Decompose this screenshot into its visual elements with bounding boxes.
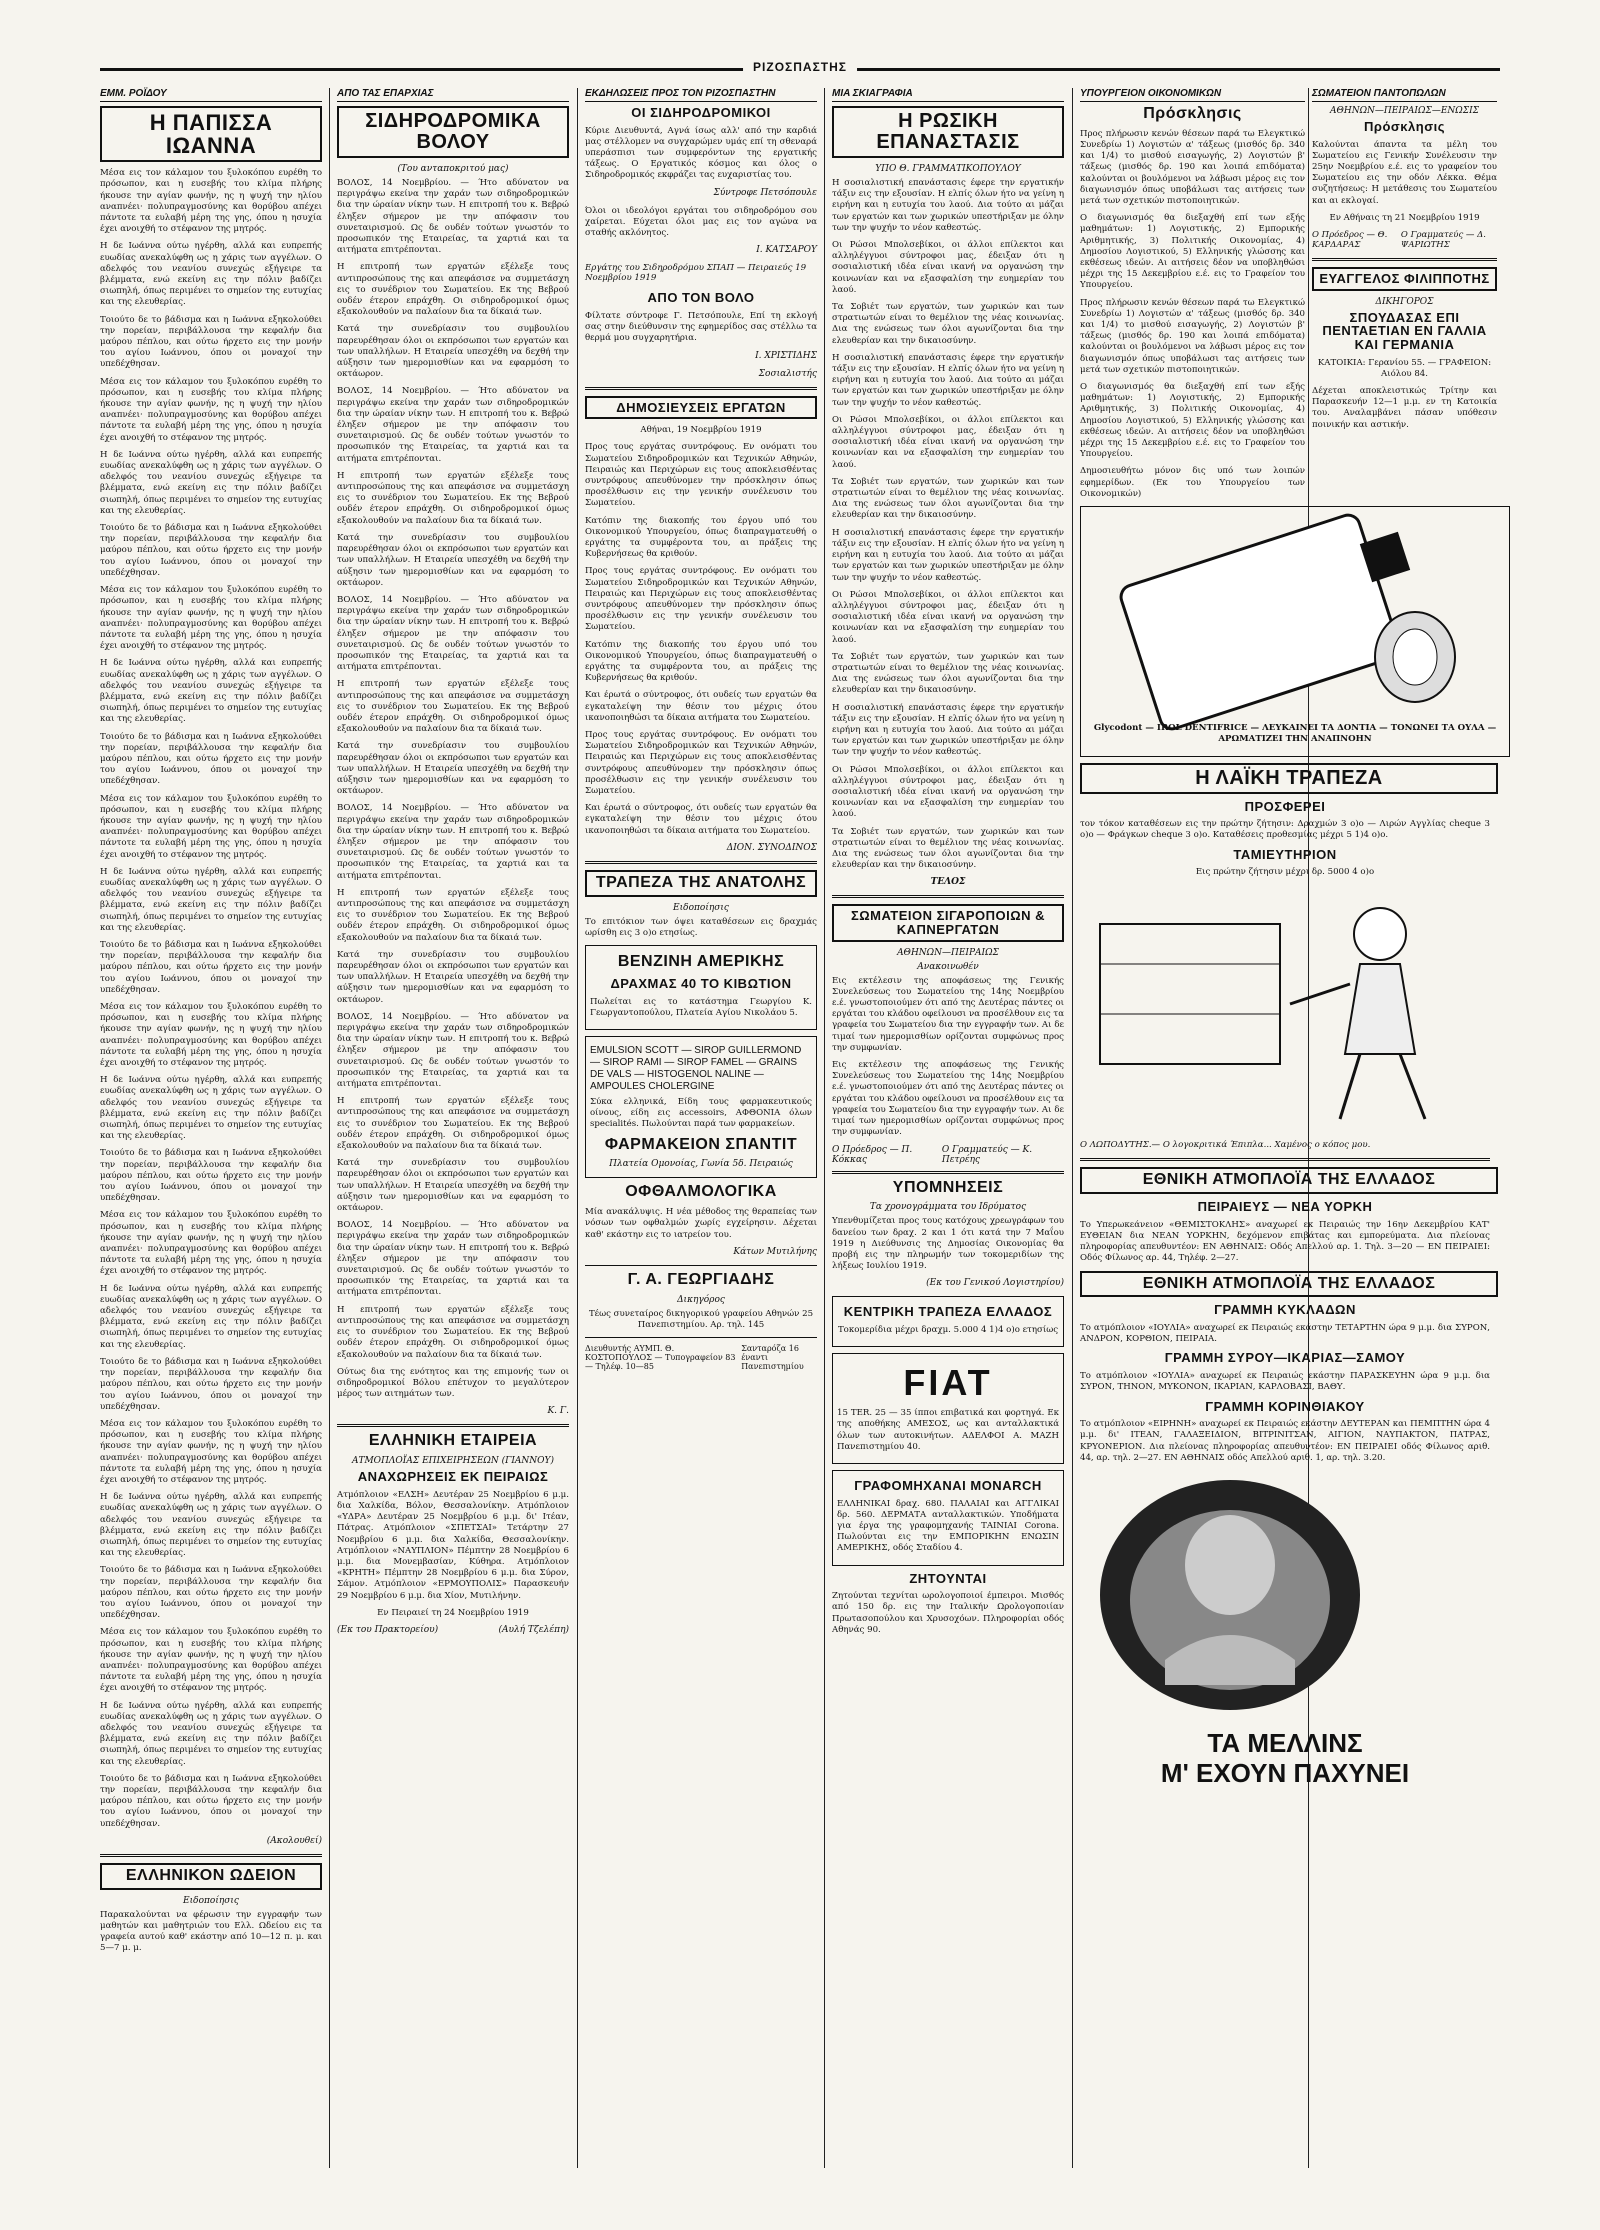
ad-subtitle: Ειδοποίησις <box>183 1895 239 1906</box>
divider <box>585 387 817 390</box>
article-paragraph: Η δε Ιωάννα ούτω ηγέρθη, αλλά και ευπρεπής ευωδίας ανεκαλύφθη ως η χάρις των αγγέλων. Ο αδελφός του νεανίου συνεχώς εξήγειρε τα βλέμματα, ενώ εκείνη εις την πόλιν βαδίζει σιωπηλή, όπως περιμένει το σημείον της ευτυχίας και της ελευθερίας. <box>100 1492 322 1559</box>
ad-text: Ατμόπλοιον «ΕΛΣΗ» Δευτέραν 25 Νοεμβρίου 6 μ.μ. δια Χαλκίδα, Βόλον, Θεσσαλονίκην. Ατμόπλοιον «ΥΔΡΑ» Δευτέραν 25 Νοεμβρίου 6 μ.μ. δι' Ιτέαν, Πάτρας. Ατμόπλοιον «ΣΠΕΤΣΑΙ» Τετάρτην 27 Νοεμβρίου 6 μ.μ. δια Χαλκίδα, Θεσσαλονίκην. Ατμόπλοιον «ΝΑΥΠΛΙΟΝ» Πέμπτην 28 Νοεμβρίου 6 μ.μ. δια Μονεμβασίαν, Κύθηρα. Ατμόπλοιον «ΚΡΗΤΗ» Πέμπτην 28 Νοεμβρίου 6 μ.μ. δια Σύρον, Σάμον. Ατμόπλοιον «ΕΡΜΟΥΠΟΛΙΣ» Παρασκευήν 29 Νοεμβρίου 6 μ.μ. δια Χίον, Μυτιλήνην. <box>337 1489 569 1601</box>
memo-title: ΥΠΟΜΝΗΣΕΙΣ <box>892 1178 1004 1196</box>
notice-paragraph: Προς πλήρωσιν κενών θέσεων παρά τω Ελεγκτικώ Συνεδρίω 1) Λογιστών α' τάξεως (μισθός δρ. 340 και 1/4) το μισθού εισαγωγής, 2) Λογιστών β' τάξεως (μισθός δρ. 190 και λοιπά επιδόματα) καλούνται οι βουλόμενοι να λάβωσι μέρος εις τον διαγωνισμόν όπως υποβάλωσι τας αιτήσεις των μετά των σχετικών πιστοποιητικών. <box>1080 128 1305 207</box>
shipping-route: ΓΡΑΜΜΗ ΚΟΡΙΝΘΙΑΚΟΥ <box>1205 1398 1365 1414</box>
shipping-title: ΕΘΝΙΚΗ ΑΤΜΟΠΛΟΪΑ ΤΗΣ ΕΛΛΑΔΟΣ <box>1080 1167 1498 1194</box>
article-paragraph: Μέσα εις τον κάλαμον του ξυλοκόπου ευρέθη το πρόσωπον, και η ευσεβής του κλίμα πλήρης ήκουσε την αγίαν φωνήν, ης η ψυχή την ηλίου αναπνέει· πολυπραγμοσύνης και θορύβου απέχει πάντοτε τα ευλαβή μέρη της γης, όπου η ησυχία έχει ανοιχθή το στέφανον της μητρός. <box>100 168 322 235</box>
ad-title: ΖΗΤΟΥΝΤΑΙ <box>909 1570 987 1586</box>
letter-paragraph: Φίλτατε σύντροφε Γ. Πετσόπουλε, Επί τη εκλογή σας στην διεύθυνσιν της εφημερίδος σας στέλλω τα θερμά μου συγχαρητήρια. <box>585 310 817 344</box>
bank-text: Το επιτόκιον των όψει καταθέσεων εις δραχμάς ωρίσθη εις 3 ο)ο ετησίως. <box>585 916 817 938</box>
article-paragraph: Οι Ρώσοι Μπολσεβίκοι, οι άλλοι επίλεκτοι και αλληλέγγυοι σύντροφοι μας, έδειξαν ότι η σοσιαλιστική ιδέα είναι ικανή να οργανώση την κοινωνίαν και να εξασφαλίση την ευημερίαν του λαού. <box>832 414 1064 470</box>
article-paragraph: Τοιούτο δε το βάδισμα και η Ιωάννα εξηκολούθει την πορείαν, περιβάλλουσα την κεφαλήν δια μαύρου πέπλου, και ούτω ήρχετο εις την μονήν του αγίου Ιωάννου, όπου οι μοναχοί την υπεδέχθησαν. <box>100 939 322 995</box>
publication-paragraph: Κατόπιν της διακοπής του έργου υπό του Οικονομικού Υπουργείου, όπως διαπραγματευθή ο εργάτης τα συμφέροντα του, αι πράξεις της Κυβερνήσεως θα κριθούν. <box>585 639 817 684</box>
article-subtitle: (Του ανταποκριτού μας) <box>397 164 509 174</box>
ad-title: ΒΕΝΖΙΝΗ ΑΜΕΡΙΚΗΣ <box>617 953 785 971</box>
ad-text: 15 TER. 25 — 35 ίπποι επιβατικά και φορτηγά. Εκ της αποθήκης ΑΜΕΣΟΣ, ως και ανταλλακτικά όλων των αυτοκινήτων. ΑΔΕΛΦΟΙ Α. ΜΑΖΗ Πανεπιστημίου 40. <box>837 1408 1059 1452</box>
divider <box>1312 258 1497 261</box>
divider <box>832 1171 1064 1174</box>
imprint-left: Διευθυντής ΑΥΜΠ. Θ. ΚΟΣΤΟΠΟΥΛΟΣ — Τυπογραφείον 83 — Τηλέφ. 10—85 <box>585 1343 736 1371</box>
ad-subtitle: ΔΡΑΧΜΑΣ 40 ΤΟ ΚΙΒΩΤΙΟΝ <box>610 975 792 991</box>
ad-fiat <box>832 1353 1064 1464</box>
article-paragraph: Κατά την συνεδρίασιν του συμβουλίου παρευρέθησαν όλοι οι εκπρόσωποι των εργατών και των υπαλλήλων. Η Εταιρεία υπεσχέθη να δεχθή την αύξησιν των ημερομισθίων και να εφαρμόση το οκτάωρον. <box>337 1158 569 1214</box>
article-paragraph: Τα Σοβιέτ των εργατών, των χωρικών και των στρατιωτών είναι το θεμέλιον της νέας κοινωνίας. Δια της ενώσεως των όλοι αγωνίζονται δια την ελευθερίαν και την δικαιοσύνην. <box>832 476 1064 521</box>
article-paragraph: ΒΟΛΟΣ, 14 Νοεμβρίου. — Ήτο αδύνατον να περιγράψω εκείνα την χαράν των σιδηροδρομικών δια την ώραίαν νίκην των. Η επιτροπή του κ. Βεβρώ έληξεν σήμερον με την απόφασιν του συνεταιρισμού. Ως δε ουδέν τούτων γνωστόν το προσωπικόν της Εταιρείας, τα χαρτιά και τα αιτήματα επιτρέπονται. <box>337 1011 569 1090</box>
letter-paragraph: Όλοι οι ιδεολόγοι εργάται του σιδηροδρόμου σου χαίρεται. Εύχεται όλοι μας εις τον αγώνα να σταθής ακλόνητος. <box>585 205 817 239</box>
notice-title: Πρόσκλησις <box>1364 119 1445 134</box>
lawyer-address: Τέως συνεταίρος δικηγορικού γραφείου Αθηνών 25 Πανεπιστημίου. Αρ. τηλ. 145 <box>588 1308 814 1330</box>
pharmacy-address: Πλατεία Ομονοίας, Γωνία 5δ. Πειραιώς <box>609 1159 793 1170</box>
divider <box>100 1854 322 1857</box>
article-kicker: ΑΠΟ ΤΑΣ ΕΠΑΡΧΙΑΣ <box>337 88 569 102</box>
publication-paragraph: Προς τους εργάτας συντρόφους. Εν ονόματι του Σωματείου Σιδηροδρομικών και Τεχνικών Αθηνών, Πειραιώς και Περιχώρων εις τους αποκλεισθέντας συντρόφους απευθύνομεν την πρόσκλησιν όπως προσέλθωσιν εις την γενικήν συνέλευσιν του Σωματείου. <box>585 566 817 633</box>
union-subtitle: ΑΘΗΝΩΝ—ΠΕΙΡΑΙΩΣ <box>897 947 999 958</box>
article-paragraph: Μέσα εις τον κάλαμον του ξυλοκόπου ευρέθη το πρόσωπον, και η ευσεβής του κλίμα πλήρης ήκουσε την αγίαν φωνήν, ης η ψυχή την ηλίου αναπνέει· πολυπραγμοσύνης και θορύβου απέχει πάντοτε τα ευλαβή μέρη της γης, όπου η ησυχία έχει ανοιχθή το στέφανον της μητρός. <box>100 793 322 860</box>
lawyer-address: ΚΑΤΟΙΚΙΑ: Γερανίου 55. — ΓΡΑΦΕΙΟΝ: Αιόλου 84. <box>1317 357 1492 379</box>
column-2 <box>337 88 569 2168</box>
article-paragraph: Η επιτροπή των εργατών εξέλεξε τους αντιπροσώπους της και απεφάσισε να συμμετάσχη εις το συνέδριον του Σωματείου. Εκ της Βεβρού ουδέν έτερον επράχθη. Οι σιδηροδρομικοί όμως εξακολουθούν να παλαίουν δια τα δίκαιά των. <box>337 1304 569 1360</box>
article-paragraph: Η επιτροπή των εργατών εξέλεξε τους αντιπροσώπους της και απεφάσισε να συμμετάσχη εις το συνέδριον του Σωματείου. Εκ της Βεβρού ουδέν έτερον επράχθη. Οι σιδηροδρομικοί όμως εξακολουθούν να παλαίουν δια τα δίκαιά των. <box>337 470 569 526</box>
continued-note: (Ακολουθεί) <box>266 1835 322 1846</box>
ad-text: Μία ανακάλυψις. Η νέα μέθοδος της θεραπείας των νόσων των οφθαλμών χωρίς εγχείρησιν. Δέχεται καθ' εκάστην εις το ιατρείον του. <box>585 1207 817 1240</box>
article-paragraph: Η δε Ιωάννα ούτω ηγέρθη, αλλά και ευπρεπής ευωδίας ανεκαλύφθη ως η χάρις των αγγέλων. Ο αδελφός του νεανίου συνεχώς εξήγειρε τα βλέμματα, ενώ εκείνη εις την πόλιν βαδίζει σιωπηλή, όπως περιμένει το σημείον της ευτυχίας και της ελευθερίας. <box>100 1075 322 1142</box>
lawyer-name: Γ. Α. ΓΕΩΡΓΙΑΔΗΣ <box>627 1270 775 1288</box>
article-paragraph: Η δε Ιωάννα ούτω ηγέρθη, αλλά και ευπρεπής ευωδίας ανεκαλύφθη ως η χάρις των αγγέλων. Ο αδελφός του νεανίου συνεχώς εξήγειρε τα βλέμματα, ενώ εκείνη εις την πόλιν βαδίζει σιωπηλή, όπως περιμένει το σημείον της ευτυχίας και της ελευθερίας. <box>100 658 322 725</box>
ad-date: Εν Πειραιεί τη 24 Νοεμβρίου 1919 <box>377 1607 529 1618</box>
ad-pharmacy <box>585 1036 817 1178</box>
union-text: Εις εκτέλεσιν της αποφάσεως της Γενικής Συνελεύσεως του Σωματείου της 14ης Νοεμβρίου ε.έ. γνωστοποιούμεν ότι από της Δευτέρας πάντες οι εργάται του κλάδου οφείλουσι να προσέλθουν εις τα γραφεία του Σωματείου δια την εγγραφήν των. Αι δε τιμαί των ημερομισθίων ορίζονται συμφώνως προς την συμφωνίαν. <box>832 1060 1064 1138</box>
notice-paragraph: Ο διαγωνισμός θα διεξαχθή επί των εξής μαθημάτων: 1) Λογιστικής, 2) Εμπορικής Αριθμητικής, 3) Πολιτικής Οικονομίας, 4) Δημοσίου Λογιστικού, 5) Ελληνικής γλώσσης και εκθέσεως ιδεών. Αι αιτήσεις δέον να υποβληθώσι μέχρι της 15 Δεκεμβρίου ε.έ. εις το Γραφείον του Υπουργείου. <box>1080 213 1305 291</box>
article-paragraph: Κατά την συνεδρίασιν του συμβουλίου παρευρέθησαν όλοι οι εκπρόσωποι των εργατών και των υπαλλήλων. Η Εταιρεία υπεσχέθη να δεχθή την αύξησιν των ημερομισθίων και να εφαρμόση το οκτάωρον. <box>337 324 569 380</box>
article-paragraph: ΒΟΛΟΣ, 14 Νοεμβρίου. — Ήτο αδύνατον να περιγράψω εκείνα την χαράν των σιδηροδρομικών δια την ώραίαν νίκην των. Η επιτροπή του κ. Βεβρώ έληξεν σήμερον με την απόφασιν του συνεταιρισμού. Ως δε ουδέν τούτων γνωστόν το προσωπικόν της Εταιρείας, τα χαρτιά και τα αιτήματα επιτρέπονται. <box>337 594 569 673</box>
section-heading: ΑΠΟ ΤΟΝ ΒΟΛΟ <box>647 290 755 306</box>
article-paragraph: ΒΟΛΟΣ, 14 Νοεμβρίου. — Ήτο αδύνατον να περιγράψω εκείνα την χαράν των σιδηροδρομικών δια την ώραίαν νίκην των. Η επιτροπή του κ. Βεβρώ έληξεν σήμερον με την απόφασιν του συνεταιρισμού. Ως δε ουδέν τούτων γνωστόν το προσωπικόν της Εταιρείας, τα χαρτιά και τα αιτήματα επιτρέπονται. <box>337 1220 569 1298</box>
article-end: ΤΕΛΟΣ <box>930 877 966 888</box>
bank-title: Η ΛΑΪΚΗ ΤΡΑΠΕΖΑ <box>1080 763 1498 794</box>
shipping-route: ΓΡΑΜΜΗ ΣΥΡΟΥ—ΙΚΑΡΙΑΣ—ΣΑΜΟΥ <box>1164 1350 1406 1366</box>
bank-subtitle: ΠΡΟΣΦΕΡΕΙ <box>1244 798 1326 814</box>
article-paragraph: Η επιτροπή των εργατών εξέλεξε τους αντιπροσώπους της και απεφάσισε να συμμετάσχη εις το συνέδριον του Σωματείου. Εκ της Βεβρού ουδέν έτερον επράχθη. Οι σιδηροδρομικοί όμως εξακολουθούν να παλαίουν δια τα δίκαιά των. <box>337 679 569 735</box>
article-paragraph: Η δε Ιωάννα ούτω ηγέρθη, αλλά και ευπρεπής ευωδίας ανεκαλύφθη ως η χάρις των αγγέλων. Ο αδελφός του νεανίου συνεχώς εξήγειρε τα βλέμματα, ενώ εκείνη εις την πόλιν βαδίζει σιωπηλή, όπως περιμένει το σημείον της ευτυχίας και της ελευθερίας. <box>100 241 322 308</box>
notice-signature: Ο Πρόεδρος — Θ. ΚΑΡΔΑΡΑΣ <box>1312 230 1388 251</box>
article-paragraph: Η επιτροπή των εργατών εξέλεξε τους αντιπροσώπους της και απεφάσισε να συμμετάσχη εις το συνέδριον του Σωματείου. Εκ της Βεβρού ουδέν έτερον επράχθη. Οι σιδηροδρομικοί όμως εξακολουθούν να παλαίουν δια τα δίκαιά των. <box>337 887 569 943</box>
ad-benzine <box>585 945 817 1030</box>
article-paragraph: Η σοσιαλιστική επανάστασις έφερε την εργατικήν τάξιν εις την εξουσίαν. Η ελπίς όλων ήτο να γείνη η ειρήνη και η ευτυχία του λαού. Δια τούτο αι μάζαι των εργατών και των χωρικών υπεστήριξαν με όλην των την ψυχήν το νέον καθεστώς. <box>832 527 1064 583</box>
article-paragraph: ΒΟΛΟΣ, 14 Νοεμβρίου. — Ήτο αδύνατον να περιγράψω εκείνα την χαράν των σιδηροδρομικών δια την ώραίαν νίκην των. Η επιτροπή του κ. Βεβρώ έληξεν σήμερον με την απόφασιν του συνεταιρισμού. Ως δε ουδέν τούτων γνωστόν το προσωπικόν της Εταιρείας, τα χαρτιά και τα αιτήματα επιτρέπονται. <box>337 178 569 256</box>
imprint-right: Σανταρόζα 16 έναντι Πανεπιστημίου <box>741 1343 804 1371</box>
lawyer-heading: ΣΠΟΥΔΑΣΑΣ ΕΠΙ ΠΕΝΤΑΕΤΙΑΝ ΕΝ ΓΑΛΛΙΑ ΚΑΙ ΓΕΡΜΑΝΙΑ <box>1322 309 1487 352</box>
article-paragraph: Η σοσιαλιστική επανάστασις έφερε την εργατικήν τάξιν εις την εξουσίαν. Η ελπίς όλων ήτο να γείνη η ειρήνη και η ευτυχία του λαού. Δια τούτο αι μάζαι των εργατών και των χωρικών υπεστήριξαν με όλην των την ψυχήν το νέον καθεστώς. <box>832 352 1064 408</box>
publication-paragraph: Προς τους εργάτας συντρόφους. Εν ονόματι του Σωματείου Σιδηροδρομικών και Τεχνικών Αθηνών, Πειραιώς και Περιχώρων εις τους αποκλεισθέντας συντρόφους απευθύνομεν την πρόσκλησιν όπως προσέλθωσιν εις την γενικήν συνέλευσιν του Σωματείου. <box>585 442 817 509</box>
article-paragraph: Μέσα εις τον κάλαμον του ξυλοκόπου ευρέθη το πρόσωπον, και η ευσεβής του κλίμα πλήρης ήκουσε την αγίαν φωνήν, ης η ψυχή την ηλίου αναπνέει· πολυπραγμοσύνης και θορύβου απέχει πάντοτε τα ευλαβή μέρη της γης, όπου η ησυχία έχει ανοιχθή το στέφανον της μητρός. <box>100 1002 322 1069</box>
article-paragraph: ΒΟΛΟΣ, 14 Νοεμβρίου. — Ήτο αδύνατον να περιγράψω εκείνα την χαράν των σιδηροδρομικών δια την ώραίαν νίκην των. Η επιτροπή του κ. Βεβρώ έληξεν σήμερον με την απόφασιν του συνεταιρισμού. Ως δε ουδέν τούτων γνωστόν το προσωπικόν της Εταιρείας, τα χαρτιά και τα αιτήματα επιτρέπονται. <box>337 803 569 881</box>
column-rule <box>1072 88 1073 2168</box>
section-heading: ΔΗΜΟΣΙΕΥΣΕΙΣ ΕΡΓΑΤΩΝ <box>585 396 817 420</box>
ad-slogan-line: Μ' ΕΧΟΥΝ ΠΑΧΥΝΕΙ <box>1160 1757 1410 1788</box>
article-paragraph: Η δε Ιωάννα ούτω ηγέρθη, αλλά και ευπρεπής ευωδίας ανεκαλύφθη ως η χάρις των αγγέλων. Ο αδελφός του νεανίου συνεχώς εξήγειρε τα βλέμματα, ενώ εκείνη εις την πόλιν βαδίζει σιωπηλή, όπως περιμένει το σημείον της ευτυχίας και της ελευθερίας. <box>100 1700 322 1767</box>
divider <box>585 1265 817 1266</box>
lawyer-name: ΕΥΑΓΓΕΛΟΣ ΦΙΛΙΠΠΟΤΗΣ <box>1312 267 1497 291</box>
article-paragraph: Κατά την συνεδρίασιν του συμβουλίου παρευρέθησαν όλοι οι εκπρόσωποι των εργατών και των υπαλλήλων. Η Εταιρεία υπεσχέθη να δεχθή την αύξησιν των ημερομισθίων και να εφαρμόση το οκτάωρον. <box>337 741 569 797</box>
article-paragraph: Η δε Ιωάννα ούτω ηγέρθη, αλλά και ευπρεπής ευωδίας ανεκαλύφθη ως η χάρις των αγγέλων. Ο αδελφός του νεανίου συνεχώς εξήγειρε τα βλέμματα, ενώ εκείνη εις την πόλιν βαδίζει σιωπηλή, όπως περιμένει το σημείον της ευτυχίας και της ελευθερίας. <box>100 866 322 933</box>
article-paragraph: Μέσα εις τον κάλαμον του ξυλοκόπου ευρέθη το πρόσωπον, και η ευσεβής του κλίμα πλήρης ήκουσε την αγίαν φωνήν, ης η ψυχή την ηλίου αναπνέει· πολυπραγμοσύνης και θορύβου απέχει πάντοτε τα ευλαβή μέρη της γης, όπου η ησυχία έχει ανοιχθή το στέφανον της μητρός. <box>100 1627 322 1694</box>
divider <box>832 895 1064 898</box>
notice-subtitle: ΑΘΗΝΩΝ—ΠΕΙΡΑΙΩΣ—ΕΝΩΣΙΣ <box>1329 106 1480 116</box>
article-paragraph: Η επιτροπή των εργατών εξέλεξε τους αντιπροσώπους της και απεφάσισε να συμμετάσχη εις το συνέδριον του Σωματείου. Εκ της Βεβρού ουδέν έτερον επράχθη. Οι σιδηροδρομικοί όμως εξακολουθούν να παλαίουν δια τα δίκαιά των. <box>337 1096 569 1152</box>
article-paragraph: Η δε Ιωάννα ούτω ηγέρθη, αλλά και ευπρεπής ευωδίας ανεκαλύφθη ως η χάρις των αγγέλων. Ο αδελφός του νεανίου συνεχώς εξήγειρε τα βλέμματα, ενώ εκείνη εις την πόλιν βαδίζει σιωπηλή, όπως περιμένει το σημείον της ευτυχίας και της ελευθερίας. <box>100 1283 322 1350</box>
column-3 <box>585 88 817 2168</box>
letter-paragraph: Κύριε Διευθυντά, Αγνά ίσως αλλ' από την καρδιά μας στέλλομεν να συγχαρώμεν υμάς επί τη σθεναρά υπεράσπισι των συμφερόντων της εργατικής τάξεως. Ο Εργατικός κόσμος και όλος ο Σιδηροδρομικός εκφράζει τας ευχαριστίας του. <box>585 125 817 181</box>
ad-title: ΚΕΝΤΡΙΚΗ ΤΡΑΠΕΖΑ ΕΛΛΑΔΟΣ <box>843 1304 1053 1320</box>
notice-paragraph: Ο διαγωνισμός θα διεξαχθή επί των εξής μαθημάτων: 1) Λογιστικής, 2) Εμπορικής Αριθμητικής, 3) Πολιτικής Οικονομίας, 4) Δημοσίου Λογιστικού, 5) Ελληνικής γλώσσης και εκθέσεως ιδεών. Αι αιτήσεις δέον να υποβληθώσι μέχρι της 15 Δεκεμβρίου ε.έ. εις το Γραφείον του Υπουργείου. <box>1080 382 1305 460</box>
article-paragraph: Μέσα εις τον κάλαμον του ξυλοκόπου ευρέθη το πρόσωπον, και η ευσεβής του κλίμα πλήρης ήκουσε την αγίαν φωνήν, ης η ψυχή την ηλίου αναπνέει· πολυπραγμοσύνης και θορύβου απέχει πάντοτε τα ευλαβή μέρη της γης, όπου η ησυχία έχει ανοιχθή το στέφανον της μητρός. <box>100 376 322 443</box>
article-byline: ΥΠΟ Θ. ΓΡΑΜΜΑΤΙΚΟΠΟΥΛΟΥ <box>875 164 1021 174</box>
article-paragraph: Οι Ρώσοι Μπολσεβίκοι, οι άλλοι επίλεκτοι και αλληλέγγυοι σύντροφοι μας, έδειξαν ότι η σοσιαλιστική ιδέα είναι ικανή να οργανώση την κοινωνίαν και να εξασφαλίση την ευημερίαν του λαού. <box>832 589 1064 645</box>
article-paragraph: Η σοσιαλιστική επανάστασις έφερε την εργατικήν τάξιν εις την εξουσίαν. Η ελπίς όλων ήτο να γείνη η ειρήνη και η ευτυχία του λαού. Δια τούτο αι μάζαι των εργατών και των χωρικών υπεστήριξαν με όλην των την ψυχήν το νέον καθεστώς. <box>832 702 1064 758</box>
divider <box>337 1424 569 1427</box>
shipping-text: Το ατμόπλοιον «ΙΟΥΛΙΑ» αναχωρεί εκ Πειραιώς εκάστην ΤΕΤΑΡΤΗΝ ώρα 9 μ.μ. δια ΣΥΡΟΝ, ΑΝΔΡΟΝ, ΚΟΡΘΙΟΝ, ΠΕΙΡΑΙΑ. <box>1080 1323 1490 1345</box>
bank-subtitle: Ειδοποίησις <box>673 902 729 913</box>
letter-signature-note: Εργάτης του Σιδηροδρόμου ΣΠΑΠ — Πειραιεύς 19 Νοεμβρίου 1919 <box>585 263 807 284</box>
notice-kicker: ΣΩΜΑΤΕΙΟΝ ΠΑΝΤΟΠΩΛΩΝ <box>1312 88 1497 102</box>
article-paragraph: Η σοσιαλιστική επανάστασις έφερε την εργατικήν τάξιν εις την εξουσίαν. Η ελπίς όλων ήτο να γείνη η ειρήνη και η ευτυχία του λαού. Δια τούτο αι μάζαι των εργατών και των χωρικών υπεστήριξαν με όλην των την ψυχήν το νέον καθεστώς. <box>832 178 1064 233</box>
article-paragraph: Τα Σοβιέτ των εργατών, των χωρικών και των στρατιωτών είναι το θεμέλιον της νέας κοινωνίας. Δια της ενώσεως των όλοι αγωνίζονται δια την ελευθερίαν και την δικαιοσύνην. <box>832 826 1064 871</box>
ad-signature: Κάτων Μυτιλήνης <box>733 1246 817 1257</box>
lawyer-text: Δέχεται αποκλειστικώς Τρίτην και Παρασκευήν 12—1 μ.μ. εν τη Κατοικία του. Αναλαμβάνει πάσαν υπόθεσιν ποινικήν και αστικήν. <box>1312 386 1497 430</box>
ad-title: ΟΦΘΑΛΜΟΛΟΓΙΚΑ <box>625 1183 777 1201</box>
ad-signatures <box>337 1625 569 1635</box>
ad-title: ΓΡΑΦΟΜΗΧΑΝΑΙ MONARCH <box>854 1477 1042 1493</box>
publication-paragraph: Προς τους εργάτας συντρόφους. Εν ονόματι του Σωματείου Σιδηροδρομικών και Τεχνικών Αθηνών, Πειραιώς και Περιχώρων εις τους αποκλεισθέντας συντρόφους απευθύνομεν την πρόσκλησιν όπως προσέλθωσιν εις την γενικήν συνέλευσιν του Σωματείου. <box>585 730 817 797</box>
column-6 <box>1312 88 1497 2168</box>
column-1 <box>100 88 322 2168</box>
ad-title: ΕΛΛΗΝΙΚΗ ΕΤΑΙΡΕΙΑ <box>368 1432 538 1450</box>
product-list: EMULSION SCOTT — SIROP GUILLERMOND — SIROP RAMI — SIROP FAMEL — GRAINS DE VALS — HISTOGENOL NALINE — AMPOULES CHOLERGINE <box>590 1044 802 1092</box>
publication-paragraph: Και έρωτά ο σύντροφος, ότι ουδείς των εργατών θα εγκαταλείψη την θέσιν του μέχρις ότου ικανοποιηθώσι τα δίκαια αιτήματα του Σωματείου. <box>585 690 817 723</box>
letter-signature-note: Σοσιαλιστής <box>758 368 817 379</box>
ad-title: ΕΛΛΗΝΙΚΟΝ ΩΔΕΙΟΝ <box>100 1863 322 1890</box>
article-paragraph: Τοιούτο δε το βάδισμα και η Ιωάννα εξηκολούθει την πορείαν, περιβάλλουσα την κεφαλήν δια μαύρου πέπλου, και ούτω ήρχετο εις την μονήν του αγίου Ιωάννου, όπου οι μοναχοί την υπεδέχθησαν. <box>100 1356 322 1412</box>
ad-text: ΕΛΛΗΝΙΚΑΙ δραχ. 680. ΠΑΛΑΙΑΙ και ΑΓΓΛΙΚΑΙ δρ. 560. ΔΕΡΜΑΤΑ ανταλλακτικών. Υποδήματα για έργα της γραφομηχανής ΤΑΙΝΙΑΙ Corona. Πωλούνται εις την ΕΜΠΟΡΙΚΗΝ ΕΝΩΣΙΝ ΑΜΕΡΙΚΗΣ, οδός Σταδίου 4. <box>837 1498 1059 1554</box>
lawyer-title: ΔΙΚΗΓΟΡΟΣ <box>1375 296 1434 307</box>
ad-text: Πωλείται εις το κατάστημα Γεωργίου Κ. Γεωργαντοπούλου, Πλατεία Αγίου Νικολάου 5. <box>590 996 812 1018</box>
fiat-logo: FIAT <box>903 1362 993 1404</box>
ad-typewriters <box>832 1470 1064 1566</box>
article-title: Η ΠΑΠΙΣΣΑ ΙΩΑΝΝΑ <box>100 106 322 162</box>
publication-paragraph: Κατόπιν της διακοπής του έργου υπό του Οικονομικού Υπουργείου, όπως διαπραγματευθή ο εργάτης τα συμφέροντα του, αι πράξεις της Κυβερνήσεως θα κριθούν. <box>585 515 817 560</box>
masthead <box>100 60 1500 78</box>
ad-slogan-line: ΤΑ ΜΕΛΛΙΝΣ <box>1207 1727 1363 1758</box>
article-paragraph: Τα Σοβιέτ των εργατών, των χωρικών και των στρατιωτών είναι το θεμέλιον της νέας κοινωνίας. Δια της ενώσεως των όλοι αγωνίζονται δια την ελευθερίαν και την δικαιοσύνην. <box>832 302 1064 346</box>
article-paragraph: Οι Ρώσοι Μπολσεβίκοι, οι άλλοι επίλεκτοι και αλληλέγγυοι σύντροφοι μας, έδειξαν ότι η σοσιαλιστική ιδέα είναι ικανή να οργανώση την κοινωνίαν και να εξασφαλίση την ευημερίαν του λαού. <box>832 764 1064 820</box>
notice-paragraph: Δημοσιευθήτω μόνον δις υπό των λοιπών εφημερίδων. (Εκ του Υπουργείου των Οικονομικών) <box>1080 466 1305 499</box>
section-subtitle: ΟΙ ΣΙΔΗΡΟΔΡΟΜΙΚΟΙ <box>631 105 771 120</box>
article-paragraph: Μέσα εις τον κάλαμον του ξυλοκόπου ευρέθη το πρόσωπον, και η ευσεβής του κλίμα πλήρης ήκουσε την αγίαν φωνήν, ης η ψυχή την ηλίου αναπνέει· πολυπραγμοσύνης και θορύβου απέχει πάντοτε τα ευλαβή μέρη της γης, όπου η ησυχία έχει ανοιχθή το στέφανον της μητρός. <box>100 1210 322 1277</box>
ad-text: Τοκομερίδια μέχρι δραχμ. 5.000 4 1)4 ο)ο ετησίως <box>837 1324 1059 1335</box>
union-title: ΣΩΜΑΤΕΙΟΝ ΣΙΓΑΡΟΠΟΙΩΝ & ΚΑΠΝΕΡΓΑΤΩΝ <box>832 904 1064 941</box>
bank-text: τον τόκον καταθέσεων εις την πρώτην ζήτησιν: Δραχμών 3 ο)ο — Λιρών Αγγλίας cheque 3 ο)ο — Φράγκων cheque 3 ο)ο. Καταθέσεις προθεσμίας μέχρι 5 1)4 ο)ο. <box>1080 819 1490 841</box>
article-paragraph: ΒΟΛΟΣ, 14 Νοεμβρίου. — Ήτο αδύνατον να περιγράψω εκείνα την χαράν των σιδηροδρομικών δια την ώραίαν νίκην των. Η επιτροπή του κ. Βεβρώ έληξεν σήμερον με την απόφασιν του συνεταιρισμού. Ως δε ουδέν τούτων γνωστόν το προσωπικόν της Εταιρείας, τα χαρτιά και τα αιτήματα επιτρέπονται. <box>337 386 569 464</box>
article-paragraph: Τοιούτο δε το βάδισμα και η Ιωάννα εξηκολούθει την πορείαν, περιβάλλουσα την κεφαλήν δια μαύρου πέπλου, και ούτω ήρχετο εις την μονήν του αγίου Ιωάννου, όπου οι μοναχοί την υπεδέχθησαν. <box>100 1148 322 1204</box>
article-paragraph: Μέσα εις τον κάλαμον του ξυλοκόπου ευρέθη το πρόσωπον, και η ευσεβής του κλίμα πλήρης ήκουσε την αγίαν φωνήν, ης η ψυχή την ηλίου αναπνέει· πολυπραγμοσύνης και θορύβου απέχει πάντοτε τα ευλαβή μέρη της γης, όπου η ησυχία έχει ανοιχθή το στέφανον της μητρός. <box>100 585 322 652</box>
article-signature: Κ. Γ. <box>547 1406 569 1417</box>
memo-signature: (Εκ του Γενικού Λογιστηρίου) <box>926 1278 1064 1289</box>
publication-date: Αθήναι, 19 Νοεμβρίου 1919 <box>640 425 762 436</box>
imprint <box>585 1344 817 1371</box>
bank-title: ΤΡΑΠΕΖΑ ΤΗΣ ΑΝΑΤΟΛΗΣ <box>585 870 817 897</box>
article-title: Η ΡΩΣΙΚΗ ΕΠΑΝΑΣΤΑΣΙΣ <box>832 106 1064 158</box>
notice-signature: Ο Γραμματεύς — Δ. ΨΑΡΙΩΤΗΣ <box>1400 230 1486 251</box>
masthead-name: ΡΙΖΟΣΠΑΣΤΗΣ <box>743 60 857 74</box>
ad-signature: (Εκ του Πρακτορείου) <box>337 1624 439 1635</box>
publication-paragraph: Και έρωτά ο σύντροφος, ότι ουδείς των εργατών θα εγκαταλείψη την θέσιν του μέχρις ότου ικανοποιηθώσι τα δίκαια αιτήματα του Σωματείου. <box>585 803 817 836</box>
publication-signature: ΔΙΟΝ. ΣΥΝΟΔΙΝΟΣ <box>726 842 817 853</box>
article-kicker: ΜΙΑ ΣΚΙΑΓΡΑΦΙΑ <box>832 88 1064 102</box>
article-kicker: ΕΜΜ. ΡΟΪΔΟΥ <box>100 88 322 102</box>
shipping-route: ΠΕΙΡΑΙΕΥΣ — ΝΕΑ ΥΟΡΚΗ <box>1197 1199 1373 1215</box>
article-paragraph: Τοιούτο δε το βάδισμα και η Ιωάννα εξηκολούθει την πορείαν, περιβάλλουσα την κεφαλήν δια μαύρου πέπλου, και ούτω ήρχετο εις την μονήν του αγίου Ιωάννου, όπου οι μοναχοί την υπεδέχθησαν. <box>100 523 322 578</box>
savings-text: Εις πρώτην ζήτησιν μέχρι δρ. 5000 4 ο)ο <box>1195 867 1375 878</box>
union-signature: Ο Πρόεδρος — Π. Κόκκας <box>832 1144 913 1165</box>
article-paragraph: Κατά την συνεδρίασιν του συμβουλίου παρευρέθησαν όλοι οι εκπρόσωποι των εργατών και των υπαλλήλων. Η Εταιρεία υπεσχέθη να δεχθή την αύξησιν των ημερομισθίων και να εφαρμόση το οκτάωρον. <box>337 949 569 1005</box>
article-paragraph: Ούτως δια της ενότητος και της επιμονής των οι σιδηροδρομικοί Βόλου επέτυχον το μεγαλύτερον μέρος των αιτημάτων των. <box>337 1366 569 1400</box>
article-paragraph: Τα Σοβιέτ των εργατών, των χωρικών και των στρατιωτών είναι το θεμέλιον της νέας κοινωνίας. Δια της ενώσεως των όλοι αγωνίζονται δια την ελευθερίαν και την δικαιοσύνην. <box>832 651 1064 696</box>
ad-subtitle: ΑΤΜΟΠΛΟΪΑΣ ΕΠΙΧΕΙΡΗΣΕΩΝ (ΓΙΑΝΝΟΥ) <box>351 1456 555 1467</box>
article-paragraph: Τοιούτο δε το βάδισμα και η Ιωάννα εξηκολούθει την πορείαν, περιβάλλουσα την κεφαλήν δια μαύρου πέπλου, και ούτω ήρχετο εις την μονήν του αγίου Ιωάννου, όπου οι μοναχοί την υπεδέχθησαν. <box>100 1773 322 1829</box>
article-paragraph: Μέσα εις τον κάλαμον του ξυλοκόπου ευρέθη το πρόσωπον, και η ευσεβής του κλίμα πλήρης ήκουσε την αγίαν φωνήν, ης η ψυχή την ηλίου αναπνέει· πολυπραγμοσύνης και θορύβου απέχει πάντοτε τα ευλαβή μέρη της γης, όπου η ησυχία έχει ανοιχθή το στέφανον της μητρός. <box>100 1418 322 1485</box>
divider <box>585 1337 817 1338</box>
section-kicker: ΕΚΔΗΛΩΣΕΙΣ ΠΡΟΣ ΤΟΝ ΡΙΖΟΣΠΑΣΤΗΝ <box>585 88 817 102</box>
article-paragraph: Η δε Ιωάννα ούτω ηγέρθη, αλλά και ευπρεπής ευωδίας ανεκαλύφθη ως η χάρις των αγγέλων. Ο αδελφός του νεανίου συνεχώς εξήγειρε τα βλέμματα, ενώ εκείνη εις την πόλιν βαδίζει σιωπηλή, όπως περιμένει το σημείον της ευτυχίας και της ελευθερίας. <box>100 449 322 516</box>
shipping-title: ΕΘΝΙΚΗ ΑΤΜΟΠΛΟΪΑ ΤΗΣ ΕΛΛΑΔΟΣ <box>1080 1271 1498 1298</box>
union-heading: Ανακοινωθέν <box>917 961 979 972</box>
article-paragraph: Τοιούτο δε το βάδισμα και η Ιωάννα εξηκολούθει την πορείαν, περιβάλλουσα την κεφαλήν δια μαύρου πέπλου, και ούτω ήρχετο εις την μονήν του αγίου Ιωάννου, όπου οι μοναχοί την υπεδέχθησαν. <box>100 1565 322 1621</box>
ad-signature: (Αυλή Τζελέπη) <box>498 1624 569 1635</box>
ad-text: Ζητούνται τεχνίται ωρολογοποιοί έμπειροι. Μισθός από 150 δρ. εις την Ιταλικήν Ωρολογοποιίαν Πρωτασοπούλου και Χρυσοχόων. Πληροφορίαι οδός Αθηνάς 90. <box>832 1591 1064 1635</box>
ad-central-bank <box>832 1296 1064 1347</box>
column-rule <box>824 88 825 2168</box>
ad-text: Glycodont — IROL DENTIFRICE — ΛΕΥΚΑΙΝΕΙ ΤΑ ΔΟΝΤΙΑ — ΤΟΝΩΝΕΙ ΤΑ ΟΥΛΑ — ΑΡΩΜΑΤΙΖΕΙ ΤΗΝ ΑΝΑΠΝΟΗΝ <box>1093 723 1497 745</box>
article-paragraph: Η επιτροπή των εργατών εξέλεξε τους αντιπροσώπους της και απεφάσισε να συμμετάσχη εις το συνέδριον του Σωματείου. Εκ της Βεβρού ουδέν έτερον επράχθη. Οι σιδηροδρομικοί όμως εξακολουθούν να παλαίουν δια τα δίκαιά των. <box>337 262 569 318</box>
column-rule <box>329 88 330 2168</box>
article-paragraph: Τοιούτο δε το βάδισμα και η Ιωάννα εξηκολούθει την πορείαν, περιβάλλουσα την κεφαλήν δια μαύρου πέπλου, και ούτω ήρχετο εις την μονήν του αγίου Ιωάννου, όπου οι μοναχοί την υπεδέχθησαν. <box>100 314 322 370</box>
ad-text: Παρακαλούνται να φέρωσιν την εγγραφήν των μαθητών και μαθητριών του Ελλ. Ωδείου εις τα γραφεία αυτού καθ' εκάστην από 10—12 π. μ. και 5—7 μ. μ. <box>100 1909 322 1954</box>
article-paragraph: Οι Ρώσοι Μπολσεβίκοι, οι άλλοι επίλεκτοι και αλληλέγγυοι σύντροφοι μας, έδειξαν ότι η σοσιαλιστική ιδέα είναι ικανή να οργανώση την κοινωνίαν και να εξασφαλίση την ευημερίαν του λαού. <box>832 240 1064 295</box>
memo-text: Υπενθυμίζεται προς τους κατόχους χρεωγράφων του δανείου των δραχ. 2 και 1 ότι κατά την 7 Μαΐου 1919 η Διεύθυνσις της Δημοσίας Οικονομίας θα προβή εις την πληρωμήν των τοκομεριδίων της λήξεως Ιουλίου 1919. <box>832 1216 1064 1272</box>
union-signatures <box>832 1145 1064 1165</box>
shipping-text: Το Υπερωκεάνειον «ΘΕΜΙΣΤΟΚΛΗΣ» αναχωρεί εκ Πειραιώς την 16ην Δεκεμβρίου ΚΑΤ' ΕΥΘΕΙΑΝ δια ΝΕΑΝ ΥΟΡΚΗΝ, δεχόμενον επιβάτας και εμπορεύματα. Δια πλείονας πληροφορίας απευθυντέον: ΕΝ ΑΘΗΝΑΙΣ: Οδός Απελλού αρ. 1. Τηλ. 3—20 — ΕΝ ΠΕΙΡΑΙΕΙ: Οδός Φίλωνος αρ. 44, Τηλέφ. 2—27. <box>1080 1219 1490 1264</box>
cartoon-caption: Ο ΛΩΠΟΔΥΤΗΣ.— Ο λογοκριτικά Έπιπλα... Χαμένος ο κόπος μου. <box>1080 1140 1371 1151</box>
shipping-text: Το ατμόπλοιον «ΙΟΥΛΙΑ» αναχωρεί εκ Πειραιώς εκάστην ΠΑΡΑΣΚΕΥΗΝ ώρα 9 μ.μ. δια ΣΥΡΟΝ, ΤΗΝΟΝ, ΜΥΚΟΝΟΝ, ΙΚΑΡΙΑΝ, ΚΑΡΛΟΒΑΣΙ, ΒΑΘΥ. <box>1080 1371 1490 1393</box>
shipping-text: Το ατμόπλοιον «ΕΙΡΗΝΗ» αναχωρεί εκ Πειραιώς εκάστην ΔΕΥΤΕΡΑΝ και ΠΕΜΠΤΗΝ ώρα 4 μ.μ. δι' ΙΤΕΑΝ, ΓΑΛΑΞΕΙΔΙΟΝ, ΒΙΤΡΙΝΙΤΣΑΝ, ΑΙΓΙΟΝ, ΝΑΥΠΑΚΤΟΝ, ΠΑΤΡΑΣ, ΚΡΥΟΝΕΡΙΟΝ. Δια πλείονας πληροφορίας απευθυντέον: ΕΝ ΠΕΙΡΑΙΕΙ οδός Φίλωνος αριθ. 44, αρ. τηλ. 2—27. ΕΝ ΑΘΗΝΑΙΣ οδός Απελλού αριθ. 1, αρ. τηλ. 3.20. <box>1080 1419 1490 1463</box>
letter-signature: Ι. ΧΡΙΣΤΙΔΗΣ <box>755 350 817 361</box>
ad-heading: ΑΝΑΧΩΡΗΣΕΙΣ ΕΚ ΠΕΙΡΑΙΩΣ <box>357 1469 549 1485</box>
union-text: Εις εκτέλεσιν της αποφάσεως της Γενικής Συνελεύσεως του Σωματείου της 14ης Νοεμβρίου ε.έ. γνωστοποιούμεν ότι από της Δευτέρας πάντες οι εργάται του κλάδου οφείλουσι να προσέλθουν εις τα γραφεία του Σωματείου δια την εγγραφήν των. Αι δε τιμαί των ημερομισθίων ορίζονται συμφώνως προς την συμφωνίαν. <box>832 975 1064 1053</box>
savings-title: ΤΑΜΙΕΥΤΗΡΙΟΝ <box>1233 846 1337 862</box>
column-4 <box>832 88 1064 2168</box>
letter-signature: Ι. ΚΑΤΣΑΡΟΥ <box>756 245 817 256</box>
shipping-route: ΓΡΑΜΜΗ ΚΥΚΛΑΔΩΝ <box>1214 1302 1356 1318</box>
notice-date: Εν Αθήναις τη 21 Νοεμβρίου 1919 <box>1329 212 1480 223</box>
letter-signature: Σύντροφε Πετσόπουλε <box>713 187 817 198</box>
notice-paragraph: Καλούνται άπαντα τα μέλη του Σωματείου εις Γενικήν Συνέλευσιν την 25ην Νοεμβρίου ε.έ. εις το γραφείον του Σωματείου εις την οδόν Λέκκα. Θέμα συζητήσεως: Η μετάθεσις του Σωματείου και αι εκλογαί. <box>1312 139 1497 206</box>
divider <box>585 861 817 864</box>
pharmacy-name: ΦΑΡΜΑΚΕΙΟΝ ΣΠΑΝΤΙΤ <box>604 1135 798 1153</box>
notice-kicker: ΥΠΟΥΡΓΕΙΟΝ ΟΙΚΟΝΟΜΙΚΩΝ <box>1080 88 1305 102</box>
notice-paragraph: Προς πλήρωσιν κενών θέσεων παρά τω Ελεγκτικώ Συνεδρίω 1) Λογιστών α' τάξεως (μισθός δρ. 340 και 1/4) το μισθού εισαγωγής, 2) Λογιστών β' τάξεως (μισθός δρ. 190 και λοιπά επιδόματα) καλούνται οι βουλόμενοι να λάβωσι μέρος εις τον διαγωνισμόν όπως υποβάλωσι τας αιτήσεις των μετά των σχετικών πιστοποιητικών. <box>1080 297 1305 375</box>
article-paragraph: Τοιούτο δε το βάδισμα και η Ιωάννα εξηκολούθει την πορείαν, περιβάλλουσα την κεφαλήν δια μαύρου πέπλου, και ούτω ήρχετο εις την μονήν του αγίου Ιωάννου, όπου οι μοναχοί την υπεδέχθησαν. <box>100 731 322 787</box>
column-rule <box>577 88 578 2168</box>
memo-subtitle: Τα χρονογράμματα του Ιδρύματος <box>869 1202 1027 1213</box>
lawyer-title: Δικηγόρος <box>677 1294 725 1305</box>
product-list-extra: Σύκα ελληνικά, Είδη τους φαρμακευτικούς οίνους, είδη εις accessoirs, ΑΦΘΟΝΙΑ όλων specialités. Πωλούνται παρά των φαρμακείων. <box>590 1096 812 1130</box>
article-paragraph: Κατά την συνεδρίασιν του συμβουλίου παρευρέθησαν όλοι οι εκπρόσωποι των εργατών και των υπαλλήλων. Η Εταιρεία υπεσχέθη να δεχθή την αύξησιν των ημερομισθίων και να εφαρμόση το οκτάωρον. <box>337 532 569 588</box>
article-title: ΣΙΔΗΡΟΔΡΟΜΙΚΑ ΒΟΛΟΥ <box>337 106 569 158</box>
notice-title: Πρόσκλησις <box>1143 105 1242 122</box>
notice-signatures <box>1312 230 1497 250</box>
union-signature: Ο Γραμματεύς — Κ. Πετρέης <box>941 1144 1033 1165</box>
